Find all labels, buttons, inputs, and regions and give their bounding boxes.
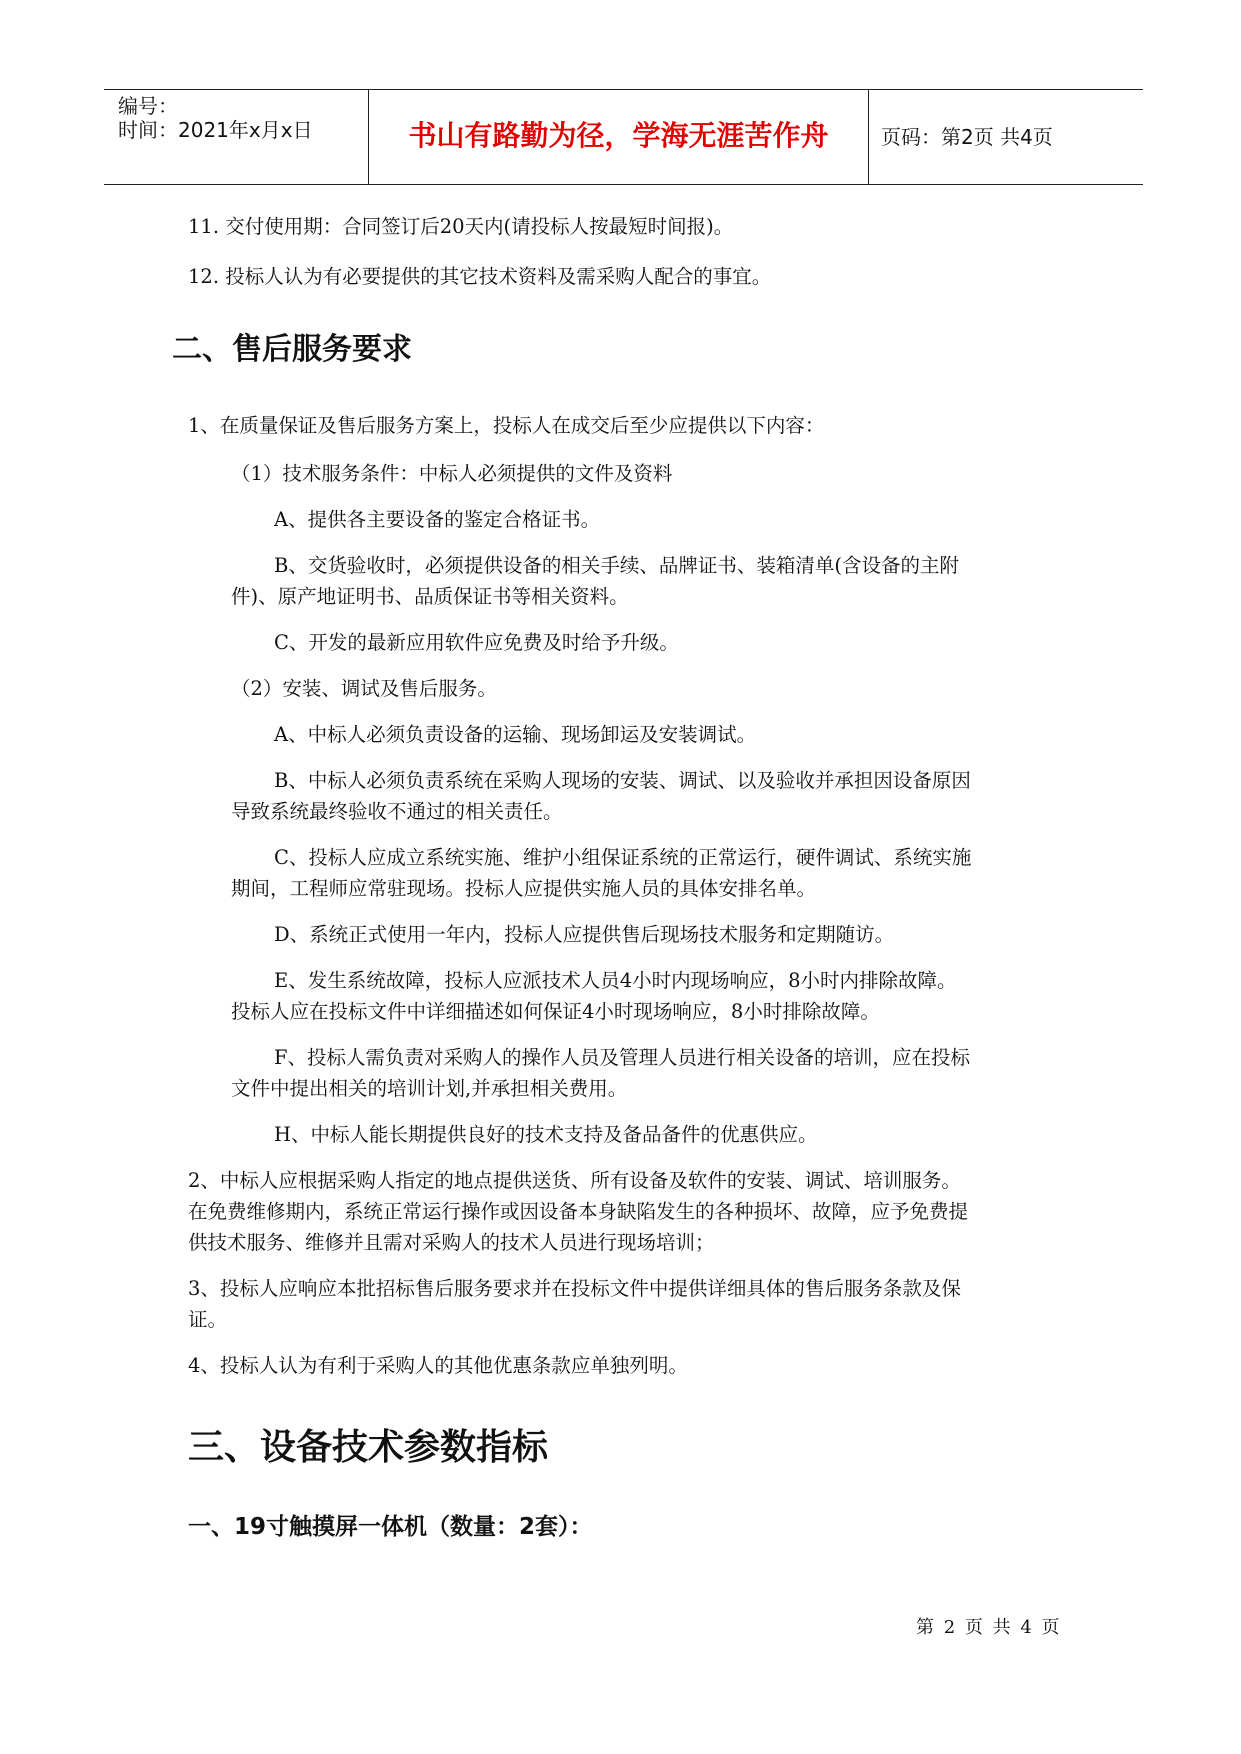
section-3-sub-1: 一、19寸触摸屏一体机（数量：2套）：: [188, 1514, 593, 1540]
section-2-para-2-line-2: 在免费维修期内，系统正常运行操作或因设备本身缺陷发生的各种损坏、故障，应予免费提: [188, 1200, 969, 1223]
section-2-para-3-line-2: 证。: [188, 1308, 228, 1331]
section-2-sub-2: （2）安装、调试及售后服务。: [231, 677, 497, 700]
document-header: [104, 89, 1143, 185]
section-2-sub-1-b-line-1: B、交货验收时，必须提供设备的相关手续、品牌证书、装箱清单(含设备的主附: [274, 554, 959, 577]
document-number-label: 编号：: [118, 94, 178, 118]
section-2-sub-2-a: A、中标人必须负责设备的运输、现场卸运及安装调试。: [274, 723, 757, 746]
section-2-sub-1-c: C、开发的最新应用软件应免费及时给予升级。: [274, 631, 679, 654]
section-2-sub-2-b-line-2: 导致系统最终验收不通过的相关责任。: [231, 800, 563, 823]
header-left-cell: [104, 90, 369, 184]
document-time: 时间：2021年x月x日: [118, 118, 313, 142]
section-2-title: 二、售后服务要求: [172, 332, 412, 367]
section-2-para-1: 1、在质量保证及售后服务方案上，投标人在成交后至少应提供以下内容：: [188, 414, 825, 437]
item-12: 12. 投标人认为有必要提供的其它技术资料及需采购人配合的事宜。: [188, 265, 772, 288]
section-2-sub-1-b-line-2: 件)、原产地证明书、品质保证书等相关资料。: [231, 585, 629, 608]
section-3-title: 三、设备技术参数指标: [188, 1427, 549, 1468]
header-middle-cell: [369, 90, 869, 184]
header-page-code: 页码：第2页 共4页: [881, 125, 1053, 149]
item-11: 11. 交付使用期：合同签订后20天内(请投标人按最短时间报)。: [188, 215, 734, 238]
section-2-sub-1-a: A、提供各主要设备的鉴定合格证书。: [274, 508, 601, 531]
section-2-sub-2-c-line-2: 期间，工程师应常驻现场。投标人应提供实施人员的具体安排名单。: [231, 877, 817, 900]
page-footer: 第 2 页 共 4 页: [916, 1617, 1062, 1638]
section-2-sub-2-f-line-1: F、投标人需负责对采购人的操作人员及管理人员进行相关设备的培训，应在投标: [274, 1046, 971, 1069]
section-2-para-3-line-1: 3、投标人应响应本批招标售后服务要求并在投标文件中提供详细具体的售后服务条款及保: [188, 1277, 961, 1300]
section-2-sub-2-c-line-1: C、投标人应成立系统实施、维护小组保证系统的正常运行，硬件调试、系统实施: [274, 846, 972, 869]
section-2-sub-2-b-line-1: B、中标人必须负责系统在采购人现场的安装、调试、以及验收并承担因设备原因: [274, 769, 971, 792]
header-right-cell: [869, 90, 1143, 184]
section-2-para-2-line-3: 供技术服务、维修并且需对采购人的技术人员进行现场培训；: [188, 1231, 715, 1254]
section-2-sub-2-h: H、中标人能长期提供良好的技术支持及备品备件的优惠供应。: [274, 1123, 818, 1146]
section-2-sub-2-f-line-2: 文件中提出相关的培训计划,并承担相关费用。: [231, 1077, 628, 1100]
header-motto: 书山有路勤为径，学海无涯苦作舟: [408, 119, 829, 152]
section-2-sub-1: （1）技术服务条件：中标人必须提供的文件及资料: [231, 462, 673, 485]
section-2-para-4: 4、投标人认为有利于采购人的其他优惠条款应单独列明。: [188, 1354, 688, 1377]
section-2-sub-2-e-line-2: 投标人应在投标文件中详细描述如何保证4小时现场响应，8小时排除故障。: [231, 1000, 880, 1023]
section-2-sub-2-d: D、系统正式使用一年内，投标人应提供售后现场技术服务和定期随访。: [274, 923, 895, 946]
section-2-sub-2-e-line-1: E、发生系统故障，投标人应派技术人员4小时内现场响应，8小时内排除故障。: [274, 969, 957, 992]
section-2-para-2-line-1: 2、中标人应根据采购人指定的地点提供送货、所有设备及软件的安装、调试、培训服务。: [188, 1169, 961, 1192]
